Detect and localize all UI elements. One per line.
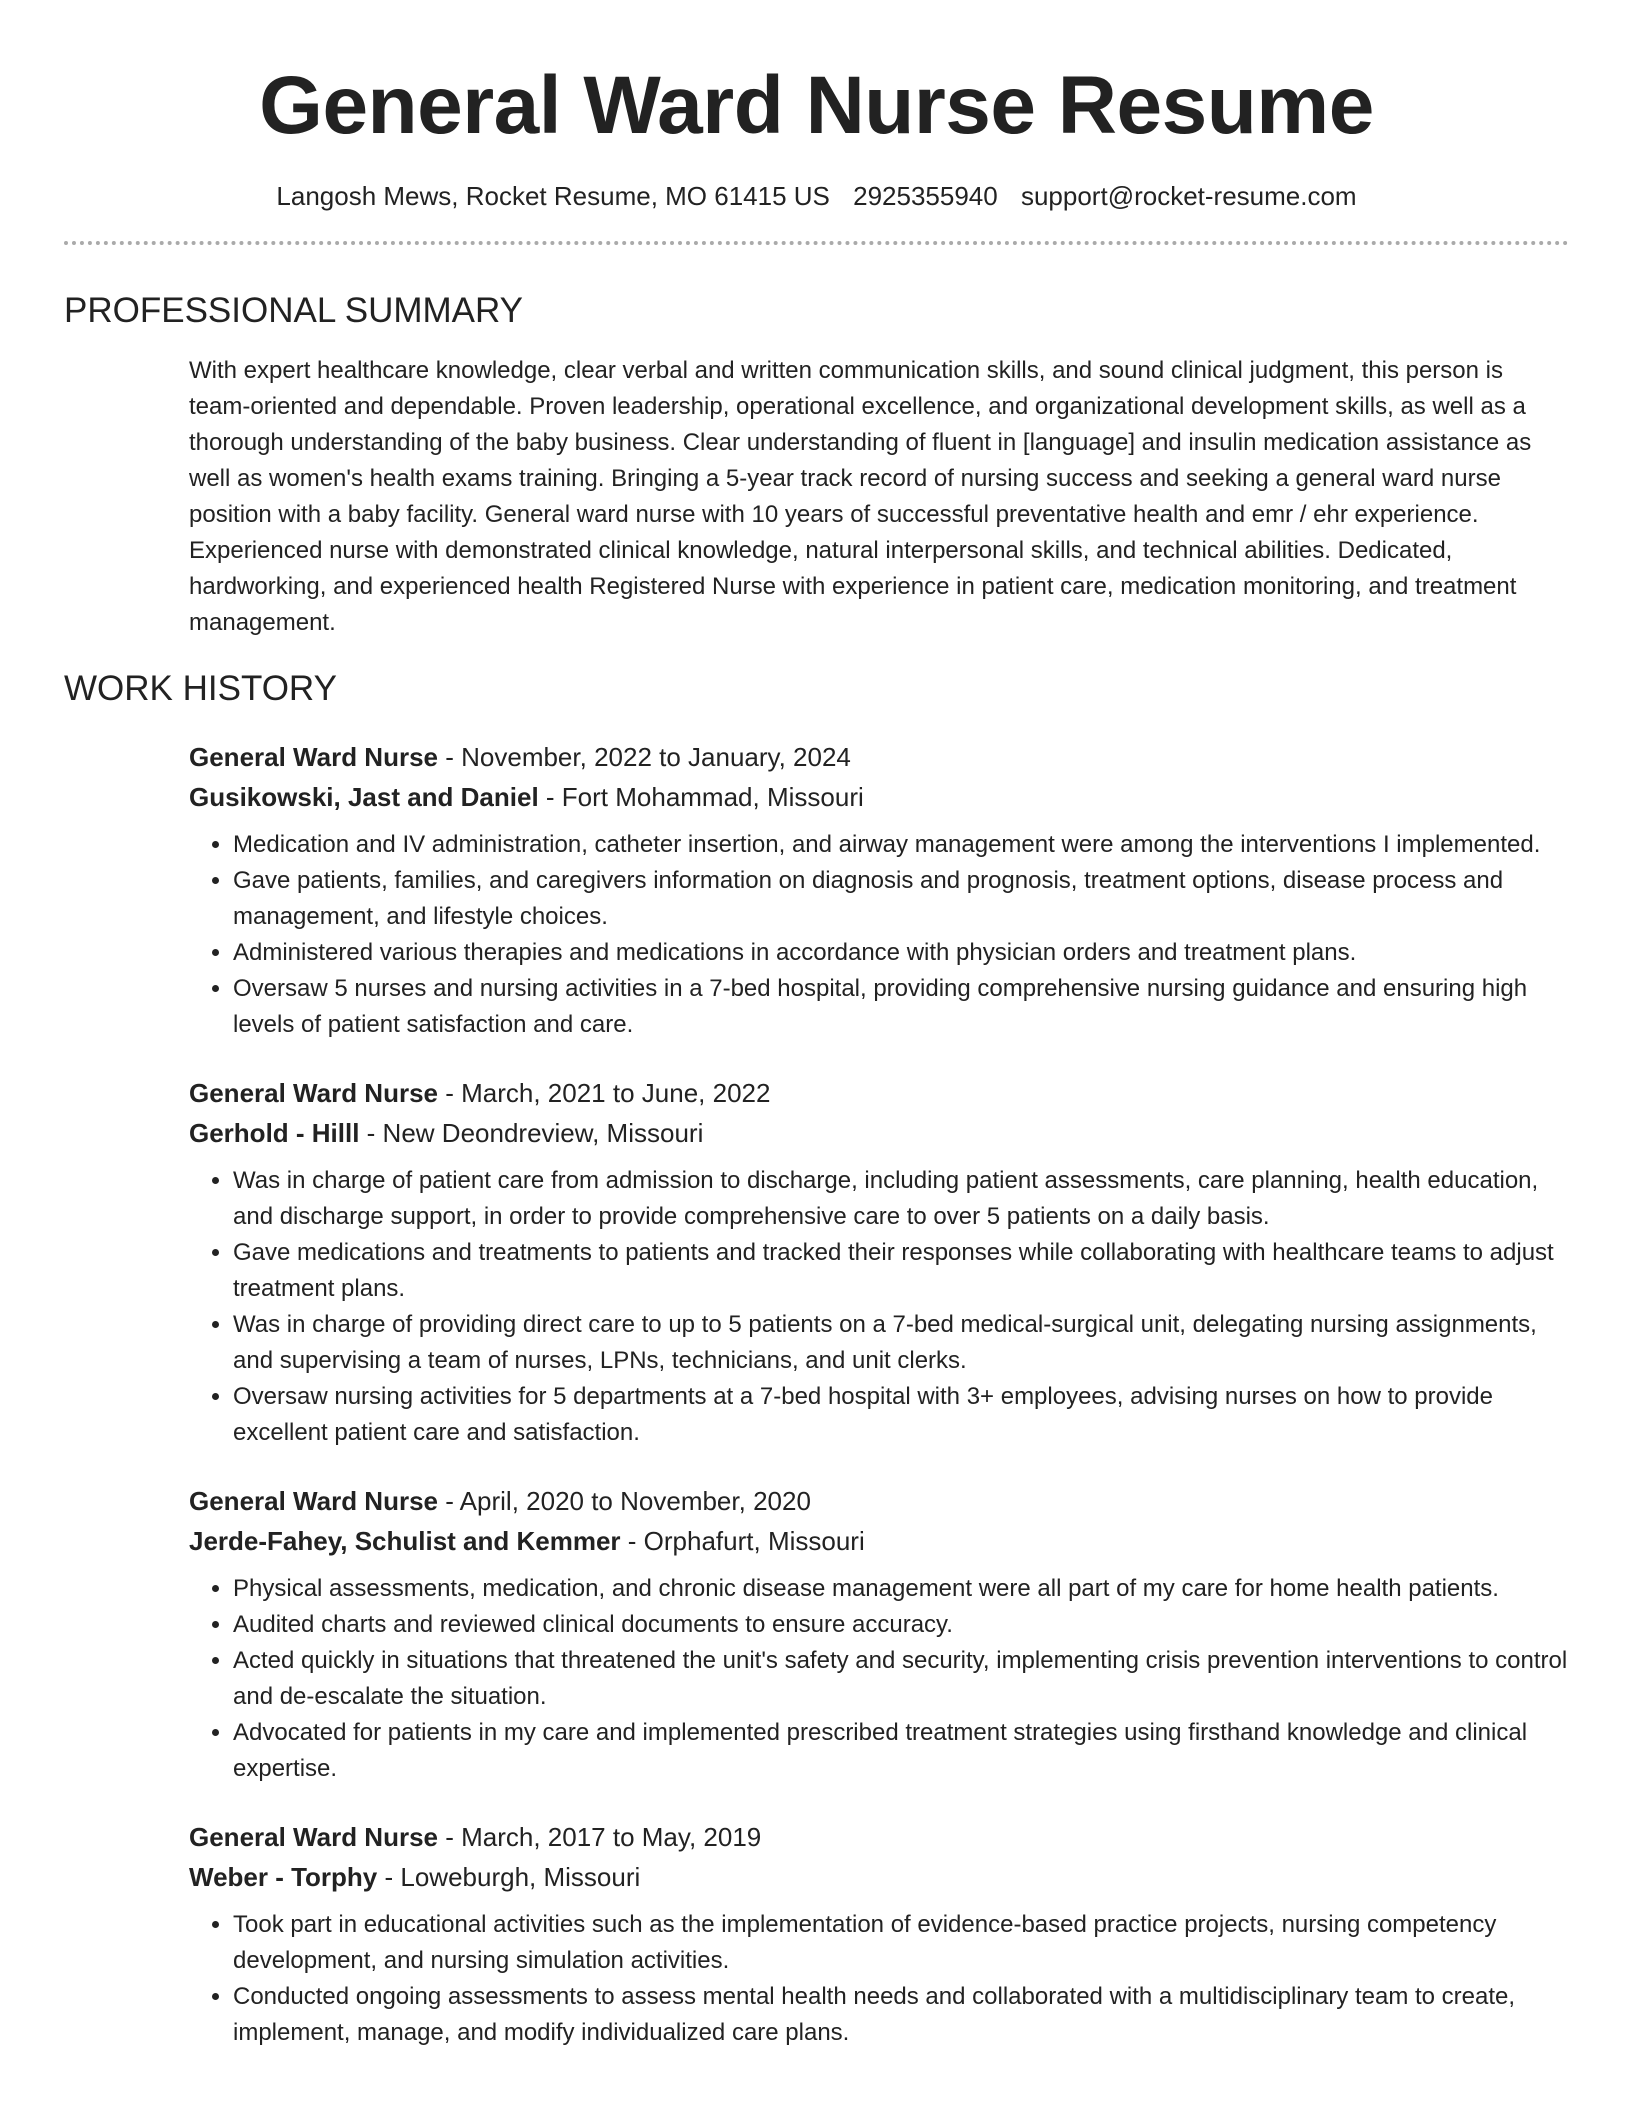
job-company-line [189,777,1569,817]
job-bullet: • Conducted ongoing assessments to assess mental health needs and collaborated with a multidisciplinary team to create, implement, manage, and modify individualized care plans. [233,1979,1569,2051]
work-history-heading: WORK HISTORY [64,669,337,708]
job-bullets [189,827,1569,1043]
job-entry [189,1073,1569,1451]
job-entry [189,1817,1569,2051]
job-bullet: • Took part in educational activities such as the implementation of evidence-based practice projects, nursing competency development, and nursing simulation activities. [233,1907,1569,1979]
job-bullets [189,1907,1569,2051]
job-bullet: • Acted quickly in situations that threatened the unit's safety and security, implementing crisis prevention interventions to control and de-escalate the situation. [233,1643,1569,1715]
job-company: Gusikowski, Jast and Daniel [189,782,539,812]
job-role-line [189,1073,1569,1113]
resume-page [64,0,1569,2112]
job-dates: - March, 2021 to June, 2022 [438,1078,771,1108]
job-bullets [189,1571,1569,1787]
job-company: Jerde-Fahey, Schulist and Kemmer [189,1526,621,1556]
job-location: - Fort Mohammad, Missouri [538,782,864,812]
job-bullet: • Was in charge of patient care from admission to discharge, including patient assessments, care planning, health education, and discharge support, in order to provide comprehensive care to over 5 patients on a daily basis. [233,1163,1569,1235]
job-bullet: • Administered various therapies and medications in accordance with physician orders and treatment plans. [233,935,1569,971]
header-divider [64,241,1569,245]
job-company-line [189,1521,1569,1561]
job-location: - New Deondreview, Missouri [359,1118,704,1148]
job-bullet: • Oversaw 5 nurses and nursing activities in a 7-bed hospital, providing comprehensive nursing guidance and ensuring high levels of patient satisfaction and care. [233,971,1569,1043]
resume-title: General Ward Nurse Resume [259,60,1374,151]
work-history-list [189,737,1569,2051]
job-dates: - November, 2022 to January, 2024 [438,742,851,772]
job-bullet: • Gave medications and treatments to patients and tracked their responses while collaborating with healthcare teams to adjust treatment plans. [233,1235,1569,1307]
job-entry [189,737,1569,1043]
job-role: General Ward Nurse [189,1078,439,1108]
job-bullet: • Physical assessments, medication, and chronic disease management were all part of my care for home health patients. [233,1571,1569,1607]
job-company-line [189,1113,1569,1153]
job-bullet: • Audited charts and reviewed clinical documents to ensure accuracy. [233,1607,1569,1643]
summary-text: With expert healthcare knowledge, clear verbal and written communication skills, and sound clinical judgment, this person is team-oriented and dependable. Proven leadership, operational excellence, and organizational development skills, as well as a thorough understanding of the baby business. Clear understanding of fluent in [language] and insulin medication assistance as well as women's health exams training. Bringing a 5-year track record of nursing success and seeking a general ward nurse position with a baby facility. General ward nurse with 10 years of successful preventative health and emr / ehr experience. Experienced nurse with demonstrated clinical knowledge, natural interpersonal skills, and technical abilities. Dedicated, hardworking, and experienced health Registered Nurse with experience in patient care, medication monitoring, and treatment management. [189,357,1532,636]
job-role: General Ward Nurse [189,1822,439,1852]
job-bullet: • Oversaw nursing activities for 5 departments at a 7-bed hospital with 3+ employees, advising nurses on how to provide excellent patient care and satisfaction. [233,1379,1569,1451]
job-bullet: • Gave patients, families, and caregivers information on diagnosis and prognosis, treatment options, disease process and management, and lifestyle choices. [233,863,1569,935]
job-bullet: • Was in charge of providing direct care to up to 5 patients on a 7-bed medical-surgical unit, delegating nursing assignments, and supervising a team of nurses, LPNs, technicians, and unit clerks. [233,1307,1569,1379]
job-role-line [189,737,1569,777]
job-role: General Ward Nurse [189,742,439,772]
contact-line [64,178,1569,214]
job-role-line [189,1817,1569,1857]
job-location: - Orphafurt, Missouri [620,1526,865,1556]
job-company-line [189,1857,1569,1897]
job-role: General Ward Nurse [189,1486,439,1516]
job-dates: - April, 2020 to November, 2020 [438,1486,811,1516]
job-bullet: • Medication and IV administration, catheter insertion, and airway management were among the interventions I implemented. [233,827,1569,863]
job-bullet: • Advocated for patients in my care and implemented prescribed treatment strategies using firsthand knowledge and clinical expertise. [233,1715,1569,1787]
job-company: Gerhold - Hilll [189,1118,360,1148]
summary-heading: PROFESSIONAL SUMMARY [64,291,523,330]
job-entry [189,1481,1569,1787]
job-location: - Loweburgh, Missouri [377,1862,641,1892]
job-role-line [189,1481,1569,1521]
job-company: Weber - Torphy [189,1862,378,1892]
job-bullets [189,1163,1569,1451]
contact-address: Langosh Mews, Rocket Resume, MO 61415 US [276,181,830,211]
contact-phone: 2925355940 [853,181,998,211]
job-dates: - March, 2017 to May, 2019 [438,1822,762,1852]
contact-email: support@rocket-resume.com [1020,181,1357,211]
